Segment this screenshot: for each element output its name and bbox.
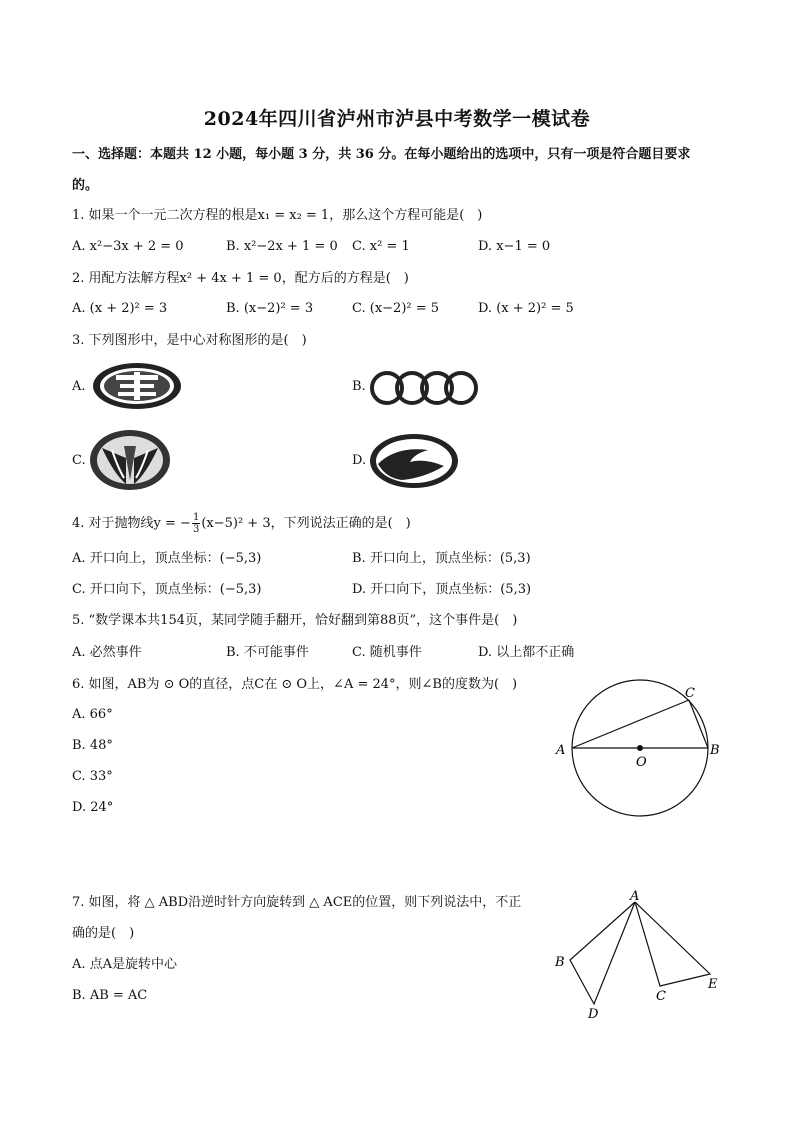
label-e: E: [708, 977, 718, 992]
page-title: 2024年四川省泸州市泸县中考数学一模试卷: [203, 108, 591, 130]
q4-option-d: D. 开口向下，顶点坐标：(5,3): [352, 582, 532, 597]
label-c: C: [656, 989, 666, 1004]
q2-option-c: C. (x−2)² = 5: [352, 301, 440, 316]
q7-rotation-figure: [550, 888, 730, 1026]
logo-d-image: [368, 432, 460, 494]
label-d: D: [588, 1007, 599, 1022]
q1-option-d: D. x−1 = 0: [478, 239, 551, 254]
label-c: C: [685, 686, 695, 701]
section-heading-line2: 的。: [72, 178, 99, 193]
q6-option-a: A. 66°: [72, 707, 113, 722]
label-o: O: [636, 755, 647, 770]
q3-stem: 3. 下列图形中，是中心对称图形的是( ): [72, 333, 307, 348]
q1-stem: 1. 如果一个一元二次方程的根是x₁ = x₂ = 1，那么这个方程可能是( ): [72, 208, 483, 223]
q6-option-b: B. 48°: [72, 738, 113, 753]
q2-option-a: A. (x + 2)² = 3: [72, 301, 168, 316]
section-heading-line1: 一、选择题：本题共 12 小题，每小题 3 分，共 36 分。在每小题给出的选项中，只有一项是符合题目要求: [72, 147, 691, 162]
label-b: B: [710, 743, 720, 758]
center-dot: [637, 745, 643, 751]
q2-option-d: D. (x + 2)² = 5: [478, 301, 574, 316]
q2-stem: 2. 用配方法解方程x² + 4x + 1 = 0，配方后的方程是( ): [72, 271, 409, 286]
q6-circle-figure: [552, 678, 728, 826]
q3-label-d: D.: [352, 453, 367, 468]
q4-fraction: [192, 512, 200, 535]
q4-stem: [72, 512, 411, 535]
label-a: A: [556, 743, 566, 758]
triangle-abd: [570, 902, 635, 1004]
q4-option-b: B. 开口向上，顶点坐标：(5,3): [352, 551, 531, 566]
q7-stem-line1: 7. 如图，将 △ ABD沿逆时针方向旋转到 △ ACE的位置，则下列说法中，不正: [72, 895, 522, 910]
q5-option-b: B. 不可能事件: [226, 645, 309, 660]
q4-frac-den: 3: [192, 524, 200, 535]
q6-stem: 6. 如图，AB为 ⊙ O的直径，点C在 ⊙ O上，∠A = 24°，则∠B的度数为( ): [72, 677, 518, 692]
q5-option-c: C. 随机事件: [352, 645, 422, 660]
triangle-ace: [635, 902, 710, 986]
q4-stem-pre: 4. 对于抛物线y = −: [72, 516, 191, 531]
q4-stem-post: (x−5)² + 3，下列说法正确的是( ): [201, 516, 411, 531]
q7-stem-line2: 确的是( ): [72, 926, 135, 941]
logo-a-image: [90, 360, 184, 416]
q6-option-d: D. 24°: [72, 800, 114, 815]
q4-option-c: C. 开口向下，顶点坐标：(−5,3): [72, 582, 262, 597]
logo-c-image: [88, 428, 172, 496]
q4-frac-num: 1: [192, 512, 200, 523]
q7-option-b: B. AB = AC: [72, 988, 148, 1003]
q3-label-c: C.: [72, 453, 86, 468]
logo-b-image: [368, 368, 480, 412]
chord-cb: [689, 700, 708, 748]
q5-stem: 5. “数学课本共154页，某同学随手翻开，恰好翻到第88页”，这个事件是( ): [72, 613, 518, 628]
q1-option-c: C. x² = 1: [352, 239, 410, 254]
q3-label-a: A.: [72, 379, 86, 394]
q6-option-c: C. 33°: [72, 769, 113, 784]
q2-option-b: B. (x−2)² = 3: [226, 301, 314, 316]
chord-ac: [572, 700, 689, 748]
label-a: A: [630, 889, 640, 904]
q7-option-a: A. 点A是旋转中心: [72, 957, 178, 972]
q3-label-b: B.: [352, 379, 366, 394]
label-b: B: [555, 955, 565, 970]
q5-option-a: A. 必然事件: [72, 645, 142, 660]
q5-option-d: D. 以上都不正确: [478, 645, 575, 660]
q1-option-a: A. x²−3x + 2 = 0: [72, 239, 184, 254]
q1-option-b: B. x²−2x + 1 = 0: [226, 239, 338, 254]
q4-option-a: A. 开口向上，顶点坐标：(−5,3): [72, 551, 262, 566]
